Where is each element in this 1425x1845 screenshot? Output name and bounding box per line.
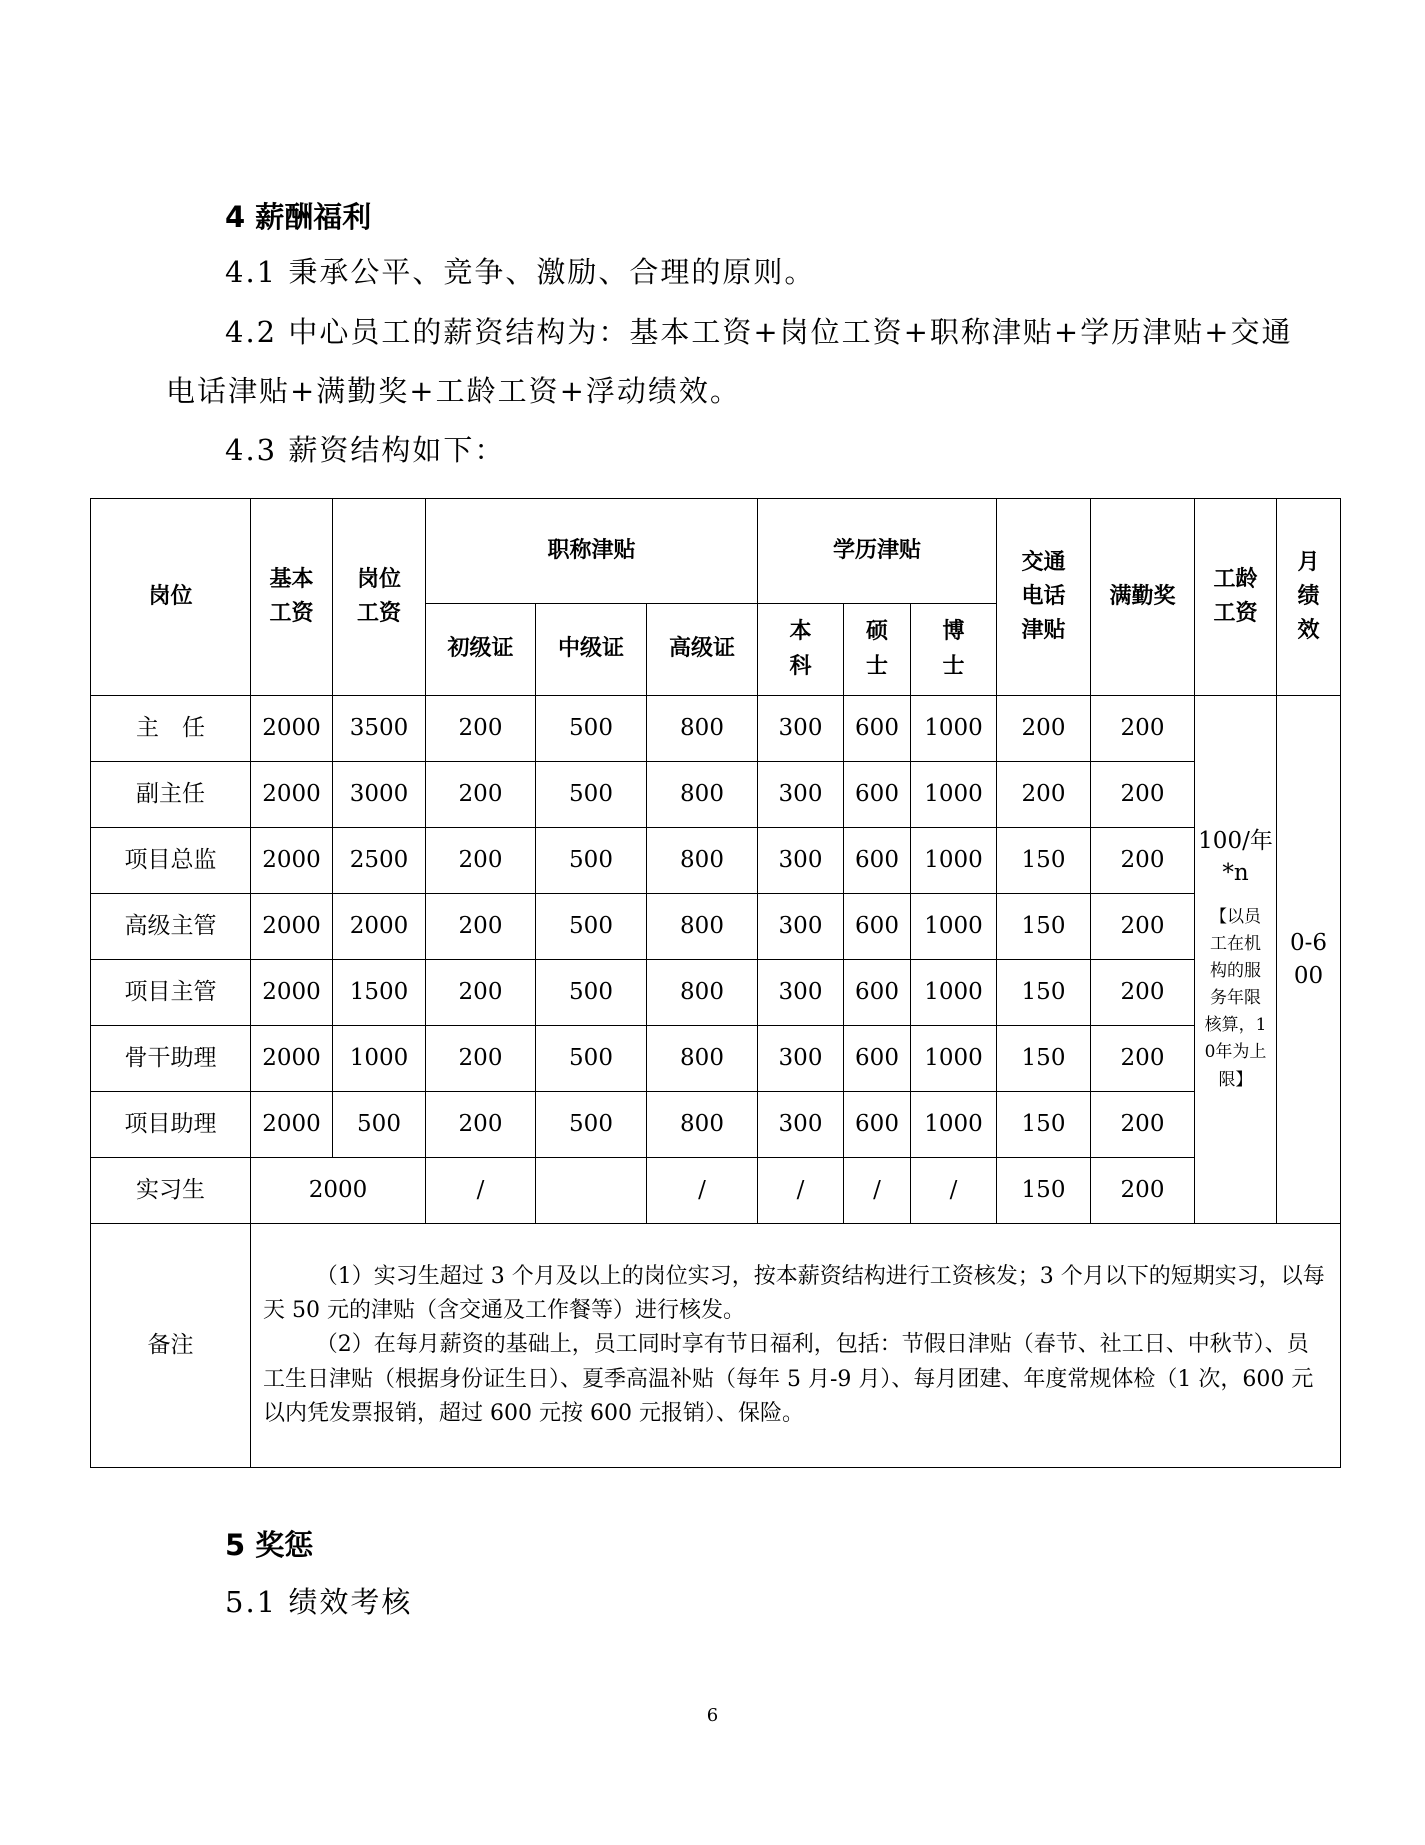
cell-post: 1000 xyxy=(333,1026,426,1092)
header-master: 硕士 xyxy=(844,604,911,696)
cell-senior: 800 xyxy=(647,894,758,960)
header-position: 岗位 xyxy=(91,499,251,696)
paragraph-4-3: 4.3 薪资结构如下： xyxy=(225,433,506,467)
header-doctor: 博士 xyxy=(911,604,997,696)
header-attendance-bonus: 满勤奖 xyxy=(1091,499,1195,696)
cell-attendance: 200 xyxy=(1091,828,1195,894)
header-senior-cert: 高级证 xyxy=(647,604,758,696)
cell-doctor: 1000 xyxy=(911,762,997,828)
page-number: 6 xyxy=(706,1705,719,1726)
header-middle-cert: 中级证 xyxy=(536,604,647,696)
table-row xyxy=(91,1026,1341,1092)
cell-base: 2000 xyxy=(251,762,333,828)
header-seniority-pay: 工龄工资 xyxy=(1195,499,1277,696)
cell-position: 项目助理 xyxy=(91,1092,251,1158)
cell-attendance: 200 xyxy=(1091,1026,1195,1092)
cell-middle: 500 xyxy=(536,828,647,894)
cell-post: 3500 xyxy=(333,696,426,762)
table-row xyxy=(91,960,1341,1026)
cell-attendance: 200 xyxy=(1091,894,1195,960)
cell-master: 600 xyxy=(844,696,911,762)
header-bachelor: 本科 xyxy=(758,604,844,696)
cell-middle: 500 xyxy=(536,696,647,762)
cell-doctor: 1000 xyxy=(911,1092,997,1158)
cell-middle: 500 xyxy=(536,1092,647,1158)
cell-post: 2500 xyxy=(333,828,426,894)
cell-master: / xyxy=(844,1158,911,1224)
cell-post: 500 xyxy=(333,1092,426,1158)
cell-doctor: 1000 xyxy=(911,696,997,762)
table-row xyxy=(91,762,1341,828)
cell-bachelor: 300 xyxy=(758,696,844,762)
cell-senior: 800 xyxy=(647,828,758,894)
cell-master: 600 xyxy=(844,894,911,960)
header-junior-cert: 初级证 xyxy=(426,604,536,696)
cell-attendance: 200 xyxy=(1091,1158,1195,1224)
cell-junior: 200 xyxy=(426,960,536,1026)
header-transport-phone-allowance: 交通电话津贴 xyxy=(997,499,1091,696)
remarks-content xyxy=(251,1224,1341,1468)
remarks-label: 备注 xyxy=(91,1224,251,1468)
cell-doctor: 1000 xyxy=(911,960,997,1026)
cell-position: 实习生 xyxy=(91,1158,251,1224)
cell-position: 副主任 xyxy=(91,762,251,828)
subsection-5-1: 5.1 绩效考核 xyxy=(225,1585,413,1619)
cell-junior: 200 xyxy=(426,894,536,960)
cell-doctor: 1000 xyxy=(911,894,997,960)
cell-junior: 200 xyxy=(426,828,536,894)
cell-bachelor: 300 xyxy=(758,1026,844,1092)
cell-post: 3000 xyxy=(333,762,426,828)
cell-bachelor: 300 xyxy=(758,762,844,828)
remark-1: （1）实习生超过 3 个月及以上的岗位实习，按本薪资结构进行工资核发；3 个月以下的短期实习，以每天 50 元的津贴（含交通及工作餐等）进行核发。 xyxy=(263,1264,1325,1324)
cell-monthly-performance: 0-600 xyxy=(1277,696,1341,1224)
section-4-heading: 4 薪酬福利 xyxy=(225,200,372,234)
table-row xyxy=(91,894,1341,960)
cell-junior: 200 xyxy=(426,762,536,828)
cell-transport: 200 xyxy=(997,762,1091,828)
table-row xyxy=(91,828,1341,894)
cell-transport: 150 xyxy=(997,1092,1091,1158)
seniority-formula: 100/年*n xyxy=(1198,828,1273,887)
cell-post: 1500 xyxy=(333,960,426,1026)
cell-master: 600 xyxy=(844,1092,911,1158)
cell-base-post-merged: 2000 xyxy=(251,1158,426,1224)
cell-junior: 200 xyxy=(426,696,536,762)
cell-junior: / xyxy=(426,1158,536,1224)
paragraph-4-2-line2: 电话津贴+满勤奖+工龄工资+浮动绩效。 xyxy=(166,374,741,408)
cell-senior: 800 xyxy=(647,1092,758,1158)
cell-attendance: 200 xyxy=(1091,696,1195,762)
header-monthly-performance: 月绩效 xyxy=(1277,499,1341,696)
cell-senior: / xyxy=(647,1158,758,1224)
cell-attendance: 200 xyxy=(1091,762,1195,828)
table-row-intern xyxy=(91,1158,1341,1224)
cell-post: 2000 xyxy=(333,894,426,960)
paragraph-4-2-line1: 4.2 中心员工的薪资结构为：基本工资+岗位工资+职称津贴+学历津贴+交通 xyxy=(225,315,1293,349)
cell-base: 2000 xyxy=(251,1092,333,1158)
cell-base: 2000 xyxy=(251,960,333,1026)
cell-middle: 500 xyxy=(536,1026,647,1092)
cell-master: 600 xyxy=(844,762,911,828)
cell-transport: 150 xyxy=(997,894,1091,960)
cell-base: 2000 xyxy=(251,696,333,762)
cell-middle: 500 xyxy=(536,762,647,828)
cell-middle: 500 xyxy=(536,960,647,1026)
cell-junior: 200 xyxy=(426,1026,536,1092)
seniority-note: 【以员工在机构的服务年限核算，10年为上限】 xyxy=(1204,906,1267,1090)
cell-attendance: 200 xyxy=(1091,1092,1195,1158)
header-post-salary: 岗位工资 xyxy=(333,499,426,696)
cell-position: 高级主管 xyxy=(91,894,251,960)
paragraph-4-1: 4.1 秉承公平、竞争、激励、合理的原则。 xyxy=(225,255,816,289)
cell-bachelor: 300 xyxy=(758,894,844,960)
header-base-salary: 基本工资 xyxy=(251,499,333,696)
cell-middle: 500 xyxy=(536,894,647,960)
remark-2: （2）在每月薪资的基础上，员工同时享有节日福利，包括：节假日津贴（春节、社工日、中秋节）、员工生日津贴（根据身份证生日）、夏季高温补贴（每年 5 月-9 月）、每月团建、年度常规体检（1 次，600 元以内凭发票报销，超过 600 元按 600 元报销）、保险。 xyxy=(263,1332,1314,1426)
cell-bachelor: 300 xyxy=(758,960,844,1026)
cell-doctor: / xyxy=(911,1158,997,1224)
cell-senior: 800 xyxy=(647,762,758,828)
cell-junior: 200 xyxy=(426,1092,536,1158)
cell-transport: 150 xyxy=(997,1158,1091,1224)
cell-base: 2000 xyxy=(251,894,333,960)
cell-transport: 150 xyxy=(997,960,1091,1026)
cell-seniority-pay xyxy=(1195,696,1277,1224)
cell-attendance: 200 xyxy=(1091,960,1195,1026)
section-5-heading: 5 奖惩 xyxy=(225,1528,314,1562)
cell-position: 主 任 xyxy=(91,696,251,762)
cell-master: 600 xyxy=(844,960,911,1026)
cell-senior: 800 xyxy=(647,1026,758,1092)
cell-position: 骨干助理 xyxy=(91,1026,251,1092)
cell-senior: 800 xyxy=(647,960,758,1026)
cell-doctor: 1000 xyxy=(911,1026,997,1092)
cell-doctor: 1000 xyxy=(911,828,997,894)
cell-middle xyxy=(536,1158,647,1224)
salary-structure-table xyxy=(90,498,1341,1468)
remarks-row xyxy=(91,1224,1341,1468)
cell-master: 600 xyxy=(844,1026,911,1092)
cell-position: 项目总监 xyxy=(91,828,251,894)
cell-transport: 150 xyxy=(997,828,1091,894)
cell-master: 600 xyxy=(844,828,911,894)
cell-base: 2000 xyxy=(251,1026,333,1092)
header-education-allowance: 学历津贴 xyxy=(758,499,997,604)
cell-position: 项目主管 xyxy=(91,960,251,1026)
cell-base: 2000 xyxy=(251,828,333,894)
cell-bachelor: 300 xyxy=(758,828,844,894)
header-title-allowance: 职称津贴 xyxy=(426,499,758,604)
table-row xyxy=(91,1092,1341,1158)
cell-transport: 200 xyxy=(997,696,1091,762)
cell-bachelor: 300 xyxy=(758,1092,844,1158)
cell-bachelor: / xyxy=(758,1158,844,1224)
cell-transport: 150 xyxy=(997,1026,1091,1092)
cell-senior: 800 xyxy=(647,696,758,762)
table-row xyxy=(91,696,1341,762)
